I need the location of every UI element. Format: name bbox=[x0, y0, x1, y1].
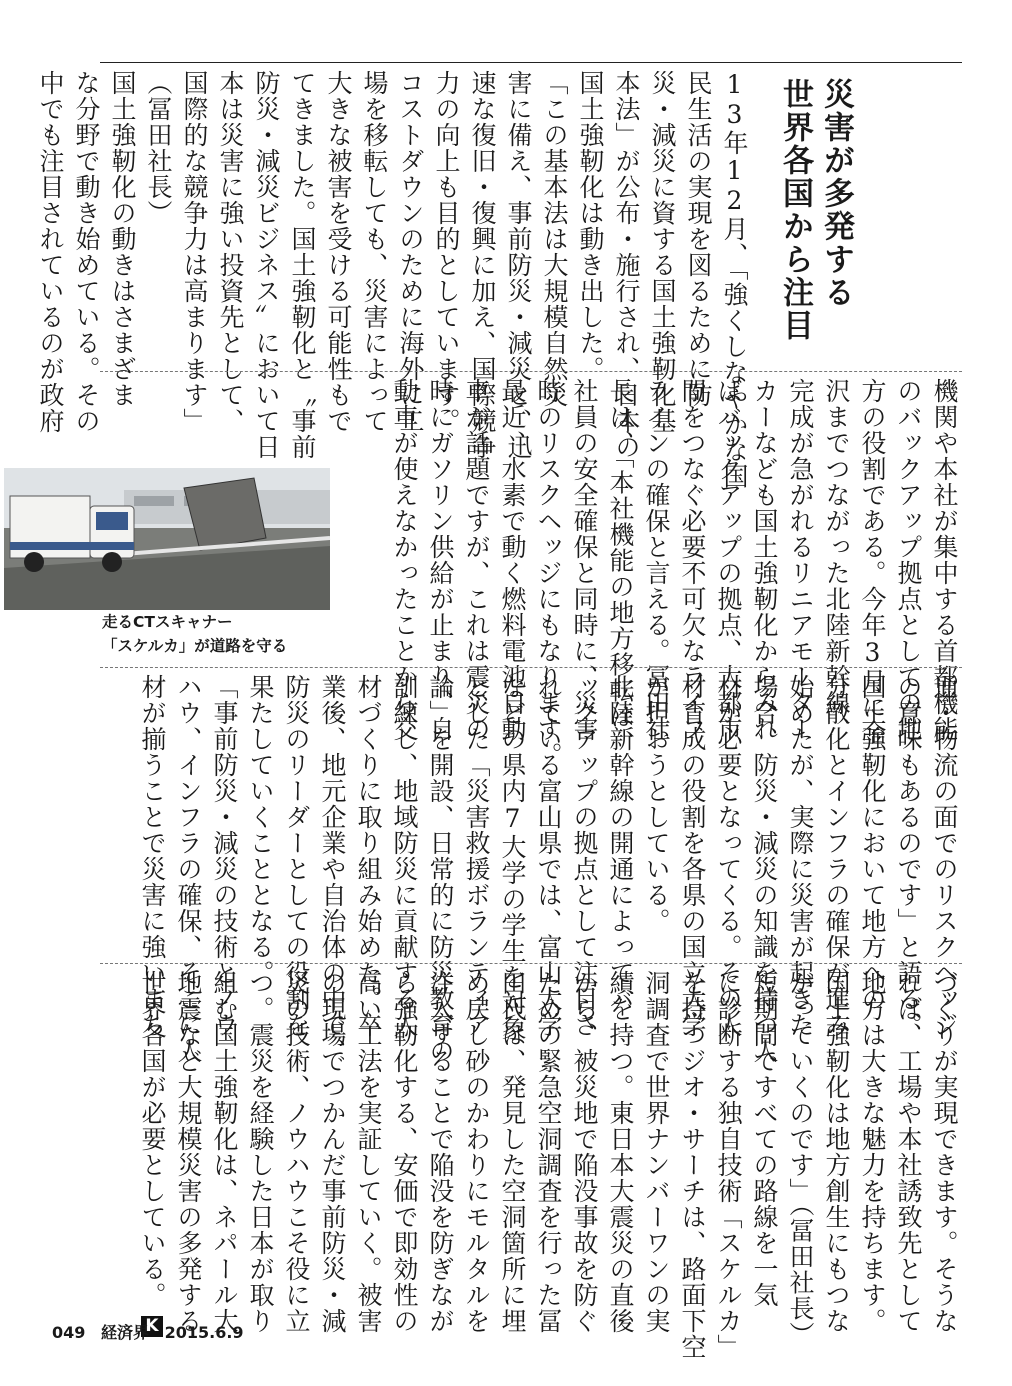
text-line: 業後、地元企業や自治体の中で、 bbox=[318, 674, 347, 1064]
text-line: 分散化とインフラの確保が進み bbox=[822, 674, 851, 1038]
text-line: ハウ、インフラの確保、そこに人 bbox=[174, 674, 203, 1064]
text-line: 高い工法を実証していく。被害 bbox=[354, 970, 383, 1334]
text-line: 「この基本法は大規模自然災 bbox=[540, 70, 569, 408]
text-line: 完成が急がれるリニアモーター bbox=[786, 378, 815, 742]
section-divider-1 bbox=[100, 371, 962, 372]
text-line: 防災・減災ビジネス〟において日 bbox=[252, 70, 281, 460]
section-divider-2 bbox=[100, 667, 962, 668]
text-line: に診断する独自技術「スケルカ」 bbox=[714, 970, 743, 1360]
article-column-1 bbox=[36, 70, 752, 490]
text-line: づくりが実現できます。そうな bbox=[930, 970, 959, 1334]
headline-line-1: 災害が多発する bbox=[818, 78, 854, 309]
text-line: 場を移転しても、災害によって bbox=[360, 70, 389, 434]
text-line: 論」を開設、日常的に防災教育の bbox=[426, 674, 455, 1064]
text-line: を持つジオ・サーチは、路面下空 bbox=[678, 970, 707, 1360]
page-footer bbox=[52, 1320, 254, 1343]
headline-line-2: 世界各国から注目 bbox=[777, 78, 813, 342]
text-line: 地方は大きな魅力を持ちます。 bbox=[858, 970, 887, 1334]
text-line: 訓練し、地域防災に貢献する人 bbox=[390, 674, 419, 1038]
text-line: 速な復旧・復興に加え、国際競争 bbox=[468, 70, 497, 460]
text-line: 方の役割である。今年3月に金 bbox=[858, 378, 887, 746]
text-line: がっていくのです」（冨田社長） bbox=[786, 970, 815, 1348]
text-line: から、被災地で陥没事故を防ぐ bbox=[570, 970, 599, 1334]
text-line: 材づくりに取り組み始めた。卒 bbox=[354, 674, 383, 1038]
text-line: 注入することで陥没を防ぎなが bbox=[426, 970, 455, 1334]
text-line: （冨田社長） bbox=[144, 70, 173, 226]
text-line: 大きな被害を受ける可能性もで bbox=[324, 70, 353, 434]
text-line: れている富山県では、富山大学 bbox=[534, 674, 563, 1038]
text-line: 国土強靭化は地方創生にもつな bbox=[822, 970, 851, 1334]
truck-photo-illustration bbox=[4, 468, 330, 610]
text-line: ラインの確保と言える。冨田社 bbox=[642, 378, 671, 742]
text-line: つ。震災を経験した日本が取り bbox=[246, 970, 275, 1334]
text-line: な分野で動き始めている。その bbox=[72, 70, 101, 434]
text-line: 防災のリーダーとしての役割を bbox=[282, 674, 311, 1038]
text-line: 動車が使えなかったことから交 bbox=[390, 378, 419, 742]
magazine-name: 経済界 bbox=[100, 1323, 149, 1342]
page-number: 049 bbox=[52, 1323, 86, 1342]
text-line: 民生活の実現を図るために防 bbox=[684, 70, 713, 408]
text-line: ックアップの拠点として注目さ bbox=[570, 674, 599, 1038]
text-line: 場合、防災・減災の知識を持つ人 bbox=[750, 674, 779, 1064]
text-line: 国土強靭化において地方への bbox=[858, 674, 887, 1012]
text-line: が担おうとしている。 bbox=[642, 674, 671, 934]
end-mark-icon: K bbox=[142, 1316, 162, 1337]
headline bbox=[774, 78, 856, 378]
text-line: 時のリスクヘッジにもなります。 bbox=[534, 378, 563, 768]
text-line: 材が必要となってくる。その人 bbox=[714, 674, 743, 1038]
text-line: などの県内7大学の学生を対象 bbox=[498, 674, 527, 1042]
text-line: 災・減災に資する国土強靭化基 bbox=[648, 70, 677, 434]
text-line: ばバックアップの拠点、大都市 bbox=[714, 378, 743, 742]
photo-caption-line-1: 走るCTスキャナー bbox=[102, 613, 233, 631]
text-line: 始めたが、実際に災害が起きた bbox=[786, 674, 815, 1038]
text-line: 材が揃うことで災害に強いまち bbox=[138, 674, 167, 1038]
text-line: め戻し砂のかわりにモルタルを bbox=[462, 970, 491, 1334]
text-line: 中でも注目されているのが政府 bbox=[36, 70, 65, 434]
text-line-content: 世界各国が必要としている。 bbox=[138, 970, 167, 1308]
text-line: 本法」が公布・施行され、日本の bbox=[612, 70, 641, 460]
text-line: 北陸新幹線の開通によってバ bbox=[606, 674, 635, 1012]
text-line: とした「災害救援ボランティア bbox=[462, 674, 491, 1038]
text-line: 車が話題ですが、これは震災の bbox=[462, 378, 491, 742]
text-line: 国土強靭化の動きはさまざま bbox=[108, 70, 137, 408]
text-line: の意味もあるのです」と語る。 bbox=[894, 674, 923, 1038]
photo-caption-line-2: 「スケルカ」が道路を守る bbox=[102, 637, 288, 655]
text-line: 災の技術、ノウハウこそ役に立 bbox=[282, 970, 311, 1334]
text-line: てきました。国土強靭化と〝事前 bbox=[288, 70, 317, 460]
text-line bbox=[134, 970, 170, 1337]
text-line: 間をつなぐ必要不可欠なライフ bbox=[678, 378, 707, 742]
text-line: コストダウンのために海外に工 bbox=[396, 70, 425, 434]
text-line: 害に備え、事前防災・減災と、迅 bbox=[504, 70, 533, 460]
text-line: 田氏は、発見した空洞箇所に埋 bbox=[498, 970, 527, 1334]
article-column-2 bbox=[334, 378, 962, 768]
truck-photo bbox=[4, 468, 330, 610]
text-line: ための緊急空洞調査を行った冨 bbox=[534, 970, 563, 1334]
text-line: 組む国土強靭化は、ネパール大 bbox=[210, 970, 239, 1334]
top-rule bbox=[100, 62, 962, 63]
text-line: 地震など大規模災害の多発する bbox=[174, 970, 203, 1334]
text-line: 国土強靭化は動き出した。 bbox=[576, 70, 605, 382]
text-line: 通・物流の面でのリスクヘッジ bbox=[930, 674, 959, 1038]
text-line: 時にガソリン供給が止まり、自 bbox=[426, 378, 455, 742]
text-line: 短期間ですべての路線を一気 bbox=[750, 970, 779, 1308]
text-line: 機関や本社が集中する首都機能 bbox=[930, 378, 959, 742]
text-line: 13年12月、「強くしなやかな国 bbox=[720, 70, 749, 490]
text-line: 社員の安全確保と同時に、災害 bbox=[570, 378, 599, 742]
text-line: のバックアップ拠点としての地 bbox=[894, 378, 923, 742]
section-divider-3 bbox=[100, 963, 962, 964]
text-line: 洞調査で世界ナンバーワンの実 bbox=[642, 970, 671, 1334]
section-band-3 bbox=[100, 674, 962, 1064]
text-line: 最近、水素で動く燃料電池自動 bbox=[498, 378, 527, 742]
text-line: 力の向上も目的としています。 bbox=[432, 70, 461, 434]
photo-caption bbox=[102, 610, 330, 658]
issue-date: 2015.6.9 bbox=[164, 1323, 244, 1342]
text-line: 果たしていくこととなる。 bbox=[246, 674, 275, 986]
text-line: 長は、「本社機能の地方移転は、 bbox=[606, 378, 635, 756]
text-line: 国際的な競争力は高まります」 bbox=[180, 70, 209, 434]
article-column-3 bbox=[100, 674, 962, 1064]
text-line: 績を持つ。東日本大震災の直後 bbox=[606, 970, 635, 1334]
text-line: の現場でつかんだ事前防災・減 bbox=[318, 970, 347, 1334]
text-line: ら強靭化する、安価で即効性の bbox=[390, 970, 419, 1334]
text-line: れば、工場や本社誘致先として bbox=[894, 970, 923, 1334]
section-band-1 bbox=[36, 70, 962, 490]
text-line: 沢までつながった北陸新幹線、 bbox=[822, 378, 851, 742]
text-line: カーなども国土強靭化からみれ bbox=[750, 378, 779, 742]
text-line: 材育成の役割を各県の国立大学 bbox=[678, 674, 707, 1038]
text-line: 本は災害に強い投資先として、 bbox=[216, 70, 245, 434]
text-line: 「事前防災・減災の技術とノウ bbox=[210, 674, 239, 1038]
